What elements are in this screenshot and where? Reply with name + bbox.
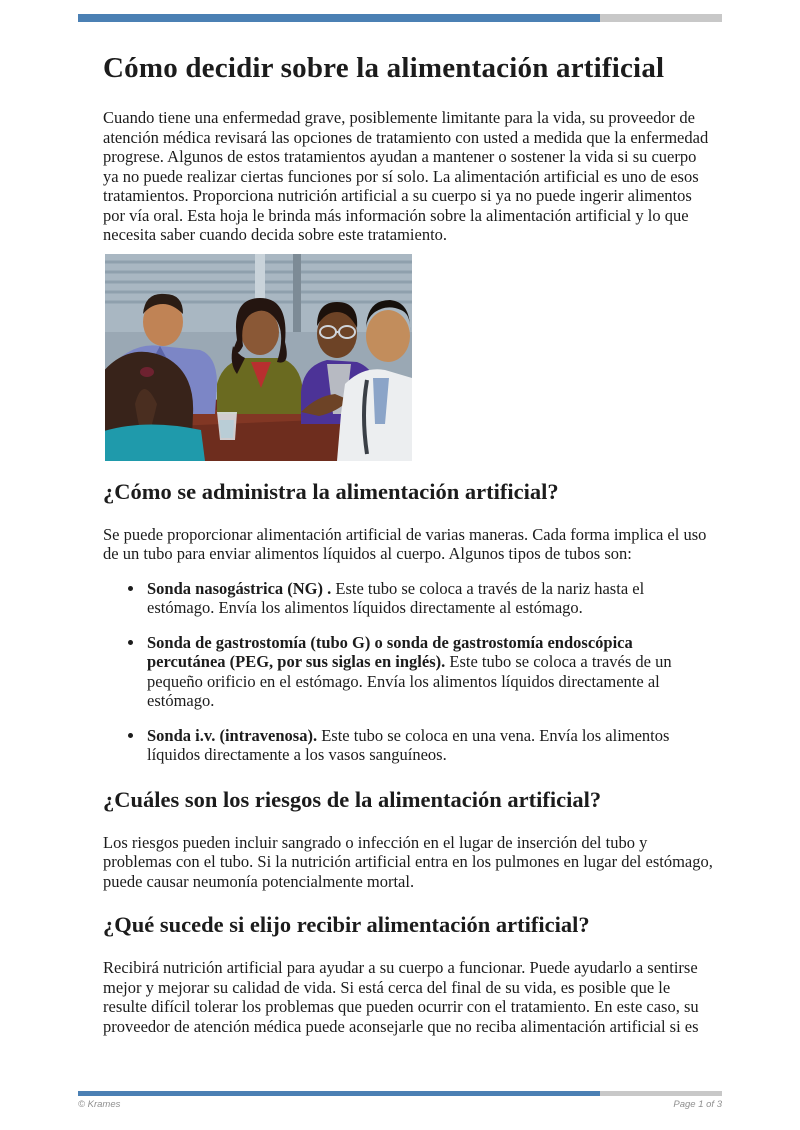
consultation-photo [105,254,412,461]
tube-desc-ng: Este tubo se coloca a través de la nariz hasta el estómago. Envía los alimentos líquidos directamente al estómago. [147,578,645,617]
section-body-choose: Recibirá nutrición artificial para ayudar a su cuerpo a funcionar. Puede ayudarlo a sentirse mejor y mejorar su calidad de vida. Si está cerca del final de su vida, es posible que le resulte difícil tolerar los problemas que pueden ocurrir con el tratamiento. En este caso, su proveedor de atención médica puede aconsejarle que no reciba alimentación artificial si es [103,958,699,1036]
tube-desc-iv: Este tubo se coloca en una vena. Envía los alimentos líquidos directamente a los vasos sanguíneos. [147,725,670,764]
list-item-iv-tube [145,726,715,765]
footer-divider-blue-segment [78,1091,600,1096]
section-body-risks: Los riesgos pueden incluir sangrado o infección en el lugar de inserción del tubo y problemas con el tubo. Si la nutrición artificial entra en los pulmones en lugar del estómago, puede causar neumonía potencialmente mortal. [103,832,713,891]
tube-name-ng: Sonda nasogástrica (NG) . [147,578,332,598]
tube-name-g: Sonda de gastrostomía (tubo G) o sonda de gastrostomía endoscópica percutánea (PEG, por sus siglas en inglés). [147,632,633,671]
footer-copyright: © Krames [78,1099,121,1110]
section-heading-risks: ¿Cuáles son los riesgos de la alimentación artificial? [103,786,602,812]
consultation-photo-illustration [105,254,412,461]
intro-paragraph: Cuando tiene una enfermedad grave, posiblemente limitante para la vida, su proveedor de atención médica revisará las opciones de tratamiento con usted a medida que la enfermedad progrese. Algunos de estos tratamientos ayudan a mantener o sostener la vida si su cuerpo ya no puede realizar ciertas funciones por sí solo. La alimentación artificial es uno de esos tratamientos. Proporciona nutrición artificial a su cuerpo si ya no puede ingerir alimentos por vía oral. Esta hoja le brinda más información sobre la alimentación artificial y lo que necesita saber cuando decida sobre este tratamiento. [103,108,709,244]
tube-name-iv: Sonda i.v. (intravenosa). [147,725,318,745]
section-heading-how-administered: ¿Cómo se administra la alimentación artificial? [103,478,559,504]
list-item-g-tube [145,633,715,711]
top-divider-bar [78,14,722,22]
section-body-how-administered: Se puede proporcionar alimentación artificial de varias maneras. Cada forma implica el uso de un tubo para enviar alimentos líquidos al cuerpo. Algunos tipos de tubos son: [103,524,707,563]
footer [78,1099,722,1110]
section-heading-choose: ¿Qué sucede si elijo recibir alimentación artificial? [103,912,590,937]
list-item-ng-tube [145,579,715,618]
document-content [103,50,715,1036]
feeding-tube-list [103,579,715,765]
footer-divider-gray-segment [600,1091,722,1096]
footer-page-number: Page 1 of 3 [673,1099,722,1110]
page-title: Cómo decidir sobre la alimentación artificial [103,52,665,84]
top-divider-blue-segment [78,14,600,22]
footer-divider-bar [78,1091,722,1096]
top-divider-gray-segment [600,14,722,22]
tube-desc-g: Este tubo se coloca a través de un pequeño orificio en el estómago. Envía los alimentos líquidos directamente al estómago. [147,652,672,710]
